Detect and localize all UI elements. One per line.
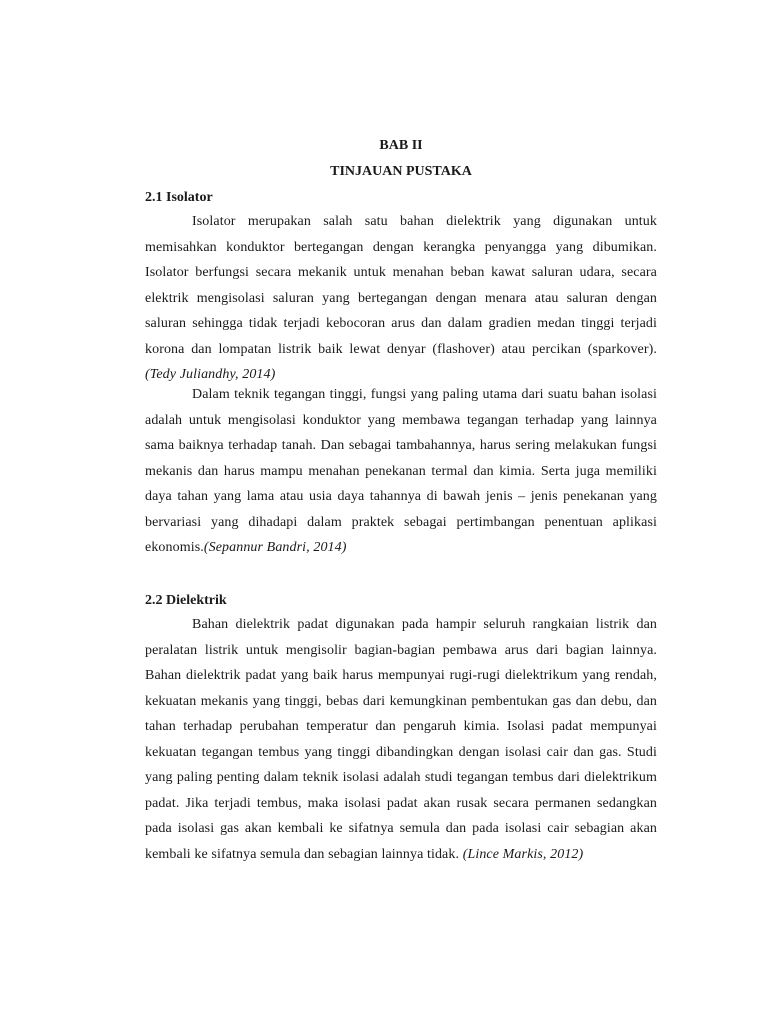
paragraph-isolator-function <box>145 382 657 561</box>
citation: (Tedy Juliandhy, 2014) <box>145 367 276 382</box>
section-heading-dielektrik: 2.2 Dielektrik <box>145 593 227 608</box>
document-page <box>145 0 657 1024</box>
paragraph-text: Bahan dielektrik padat digunakan pada hampir seluruh rangkaian listrik dan peralatan listrik untuk mengisolir bagian-bagian pembawa arus dari bagian lainnya. Bahan dielektrik padat yang baik harus mempunyai rugi-rugi dielektrikum yang rendah, kekuatan mekanis yang tinggi, bebas dari kemungkinan pembentukan gas dan debu, dan tahan terhadap perubahan temperatur dan pengaruh kimia. Isolasi padat mempunyai kekuatan tegangan tembus yang tinggi dibandingkan dengan isolasi cair dan gas. Studi yang paling penting dalam teknik isolasi adalah studi tegangan tembus dari dielektrikum padat. Jika terjadi tembus, maka isolasi padat akan rusak secara permanen sedangkan pada isolasi gas akan kembali ke sifatnya semula dan pada isolasi cair sebagian akan kembali ke sifatnya semula dan sebagian lainnya tidak. <box>145 617 657 862</box>
citation: (Lince Markis, 2012) <box>462 846 584 862</box>
chapter-number: BAB II <box>379 138 423 153</box>
paragraph-text: Isolator merupakan salah satu bahan dielektrik yang digunakan untuk memisahkan konduktor bertegangan dengan kerangka penyangga yang dibumikan. Isolator berfungsi secara mekanik untuk menahan beban kawat saluran udara, secara elektrik mengisolasi saluran yang bertegangan dengan menara atau saluran dengan saluran sehingga tidak terjadi kebocoran arus dan dalam gradien medan tinggi terjadi korona dan lompatan listrik baik lewat denyar (flashover) atau percikan (sparkover). <box>145 214 657 357</box>
paragraph-isolator-definition <box>145 209 657 388</box>
paragraph-dielektrik <box>145 612 657 867</box>
section-heading-isolator: 2.1 Isolator <box>145 190 213 205</box>
paragraph-text: Dalam teknik tegangan tinggi, fungsi yang paling utama dari suatu bahan isolasi adalah untuk mengisolasi konduktor yang membawa tegangan terhadap yang lainnya sama baiknya terhadap tanah. Dan sebagai tambahannya, harus sering melakukan fungsi mekanis dan harus mampu menahan penekanan termal dan kimia. Serta juga memiliki daya tahan yang lama atau usia daya tahannya di bawah jenis – jenis penekanan yang bervariasi yang dihadapi dalam praktek sebagai pertimbangan penentuan aplikasi ekonomis. <box>145 387 657 555</box>
chapter-title: TINJAUAN PUSTAKA <box>330 164 472 179</box>
citation: (Sepannur Bandri, 2014) <box>203 540 347 555</box>
